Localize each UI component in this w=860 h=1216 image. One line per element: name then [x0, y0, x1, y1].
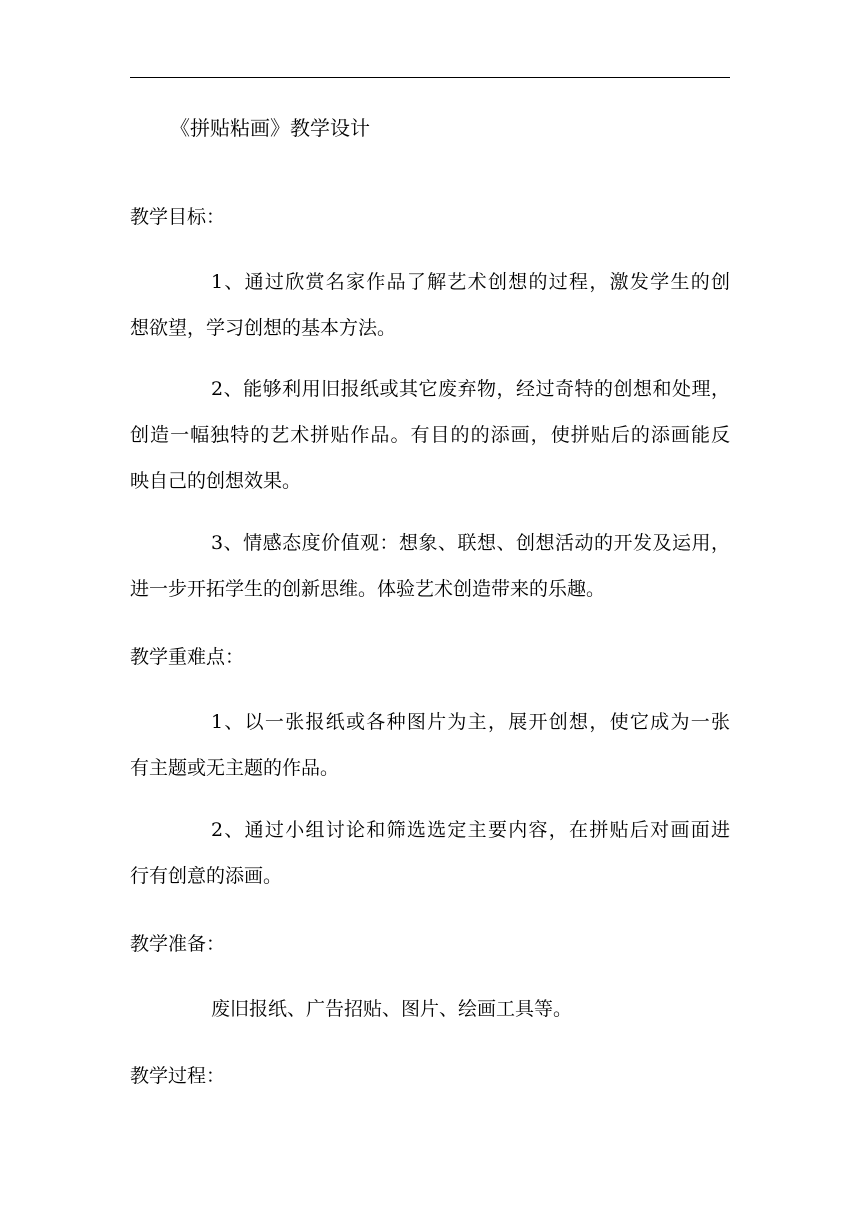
header-rule [130, 77, 730, 78]
objectives-heading: 教学目标： [130, 206, 226, 228]
process-heading: 教学过程： [130, 1065, 226, 1087]
objective-2-line-3: 映自己的创想效果。 [130, 470, 302, 492]
document-title: 《拼贴粘画》教学设计 [170, 116, 370, 140]
objective-2-line-1: 2、能够利用旧报纸或其它废弃物，经过奇特的创想和处理， [211, 378, 730, 400]
objective-3-line-2: 进一步开拓学生的创新思维。体验艺术创造带来的乐趣。 [130, 578, 606, 600]
objective-1-line-2: 想欲望，学习创想的基本方法。 [130, 317, 397, 339]
objective-3-line-1: 3、情感态度价值观：想象、联想、创想活动的开发及运用， [211, 532, 730, 554]
key-point-2-line-2: 行有创意的添画。 [130, 865, 283, 887]
key-points-heading: 教学重难点： [130, 646, 245, 668]
key-point-2-line-1: 2、通过小组讨论和筛选选定主要内容，在拼贴后对画面进 [211, 819, 730, 841]
objective-1-line-1: 1、通过欣赏名家作品了解艺术创想的过程，激发学生的创 [211, 271, 730, 293]
preparation-heading: 教学准备： [130, 933, 226, 955]
key-point-1-line-1: 1、以一张报纸或各种图片为主，展开创想，使它成为一张 [211, 711, 730, 733]
preparation-text: 废旧报纸、广告招贴、图片、绘画工具等。 [211, 998, 573, 1020]
key-point-1-line-2: 有主题或无主题的作品。 [130, 757, 340, 779]
objective-2-line-2: 创造一幅独特的艺术拼贴作品。有目的的添画，使拼贴后的添画能反 [130, 424, 730, 446]
